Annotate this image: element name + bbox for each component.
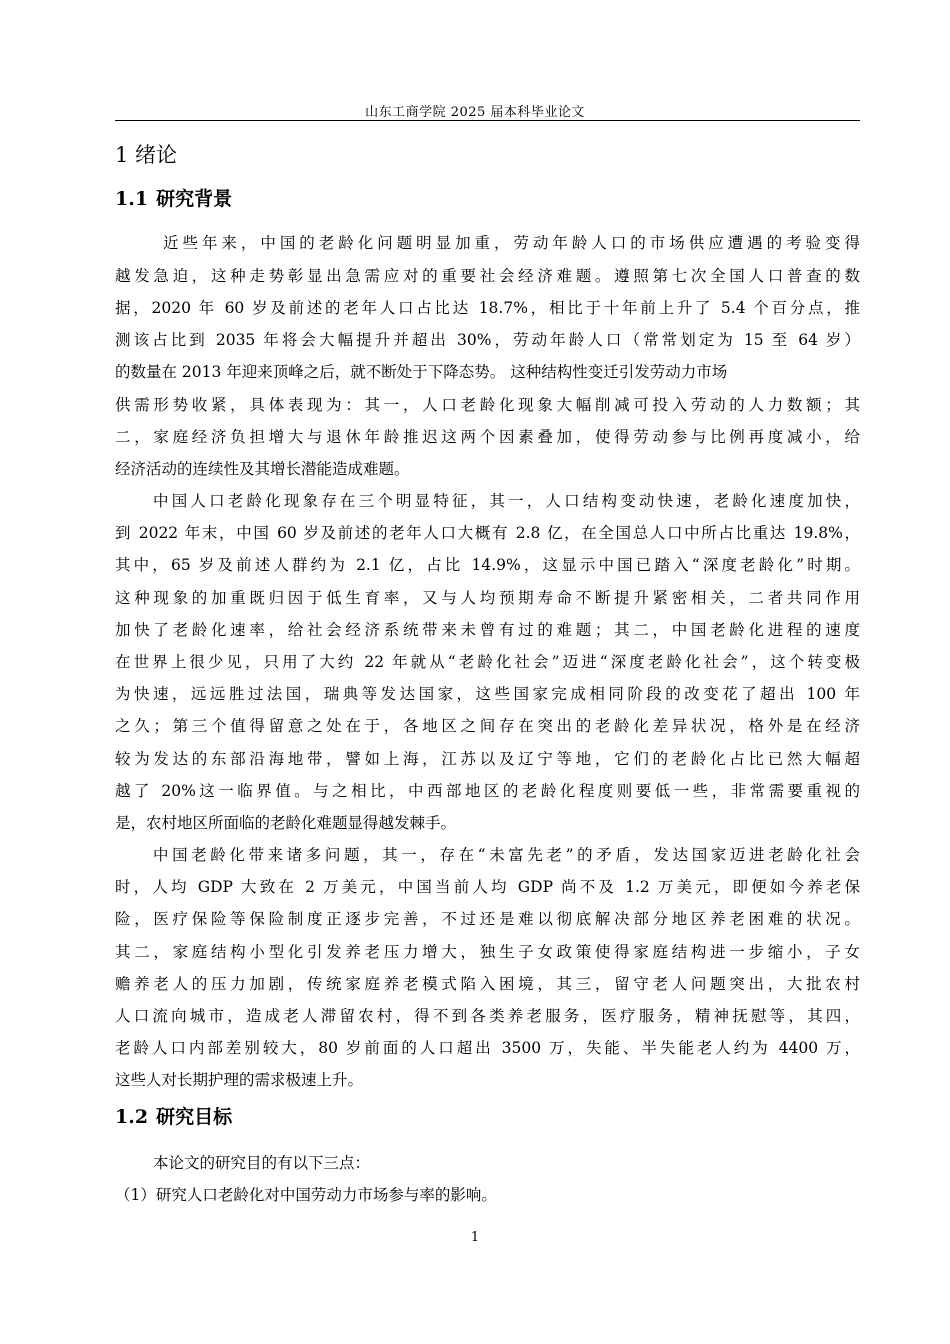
section-heading-1-1	[115, 186, 232, 212]
paragraph-3-line: 赡养老人的压力加剧，传统家庭养老模式陷入困境，其三，留守老人问题突出，大批农村	[115, 975, 860, 993]
paragraph-1-line: 近些年来，中国的老龄化问题明显加重，劳动年龄人口的市场供应遭遇的考验变得	[163, 234, 860, 252]
paragraph-1-line: 二，家庭经济负担增大与退休年龄推迟这两个因素叠加，使得劳动参与比例再度减小，给	[115, 428, 860, 446]
paragraph-4-line: 本论文的研究目的有以下三点：	[153, 1154, 371, 1172]
paragraph-2-line: 是，农村地区所面临的老龄化难题显得越发棘手。	[115, 814, 457, 832]
paragraph-2-line: 在世界上很少见，只用了大约 22 年就从“老龄化社会”迈进“深度老龄化社会”，这个转变极	[115, 653, 860, 671]
section-heading-1-2	[115, 1104, 232, 1130]
paragraph-3-line: 险，医疗保险等保险制度正逐步完善，不过还是难以彻底解决部分地区养老困难的状况。	[115, 910, 860, 928]
paragraph-2-line: 较为发达的东部沿海地带，譬如上海，江苏以及辽宁等地，它们的老龄化占比已然大幅超	[115, 750, 860, 768]
paragraph-1-line: 供需形势收紧，具体表现为：其一，人口老龄化现象大幅削减可投入劳动的人力数额；其	[115, 396, 860, 414]
paragraph-3-line: 人口流向城市，造成老人滞留农村，得不到各类养老服务，医疗服务，精神抚慰等，其四，	[115, 1007, 860, 1025]
header-rule	[115, 120, 860, 121]
paragraph-2-line: 越了 20%这一临界值。与之相比，中西部地区的老龄化程度则要低一些，非常需要重视的	[115, 782, 860, 800]
paragraph-2-line: 中国人口老龄化现象存在三个明显特征，其一，人口结构变动快速，老龄化速度加快，	[153, 492, 860, 510]
paragraph-2-line: 加快了老龄化速率，给社会经济系统带来未曾有过的难题；其二，中国老龄化进程的速度	[115, 621, 860, 639]
paragraph-3-line: 其二，家庭结构小型化引发养老压力增大，独生子女政策使得家庭结构进一步缩小，子女	[115, 943, 860, 961]
paragraph-2-line: 到 2022 年末，中国 60 岁及前述的老年人口大概有 2.8 亿，在全国总人口中所占比重达 19.8%，	[115, 524, 860, 542]
running-header: 山东工商学院 2025 届本科毕业论文	[365, 105, 585, 120]
chapter-title: 1 绪论	[115, 143, 178, 167]
list-item: （1）研究人口老龄化对中国劳动力市场参与率的影响。	[115, 1186, 497, 1204]
paragraph-1-line: 经济活动的连续性及其增长潜能造成难题。	[115, 460, 410, 478]
paragraph-2-line: 为快速，远远胜过法国，瑞典等发达国家，这些国家完成相同阶段的改变花了超出 100 年	[115, 685, 860, 703]
paragraph-1-line: 的数量在 2013 年迎来顶峰之后，就不断处于下降态势。 这种结构性变迁引发劳动力市场	[115, 363, 728, 381]
section-number: 1.1	[115, 188, 149, 210]
paragraph-2-line: 这种现象的加重既归因于低生育率，又与人均预期寿命不断提升紧密相关，二者共同作用	[115, 589, 860, 607]
section-number: 1.2	[115, 1106, 149, 1128]
paragraph-3-line: 时，人均 GDP 大致在 2 万美元，中国当前人均 GDP 尚不及 1.2 万美元，即便如今养老保	[115, 878, 860, 896]
page-number: 1	[470, 1230, 480, 1245]
paragraph-1-line: 据，2020 年 60 岁及前述的老年人口占比达 18.7%，相比于十年前上升了 5.4 个百分点，推	[115, 299, 860, 317]
section-title: 研究背景	[156, 188, 233, 210]
paragraph-2-line: 之久；第三个值得留意之处在于，各地区之间存在突出的老龄化差异状况，格外是在经济	[115, 717, 860, 735]
paragraph-3-line: 老龄人口内部差别较大，80 岁前面的人口超出 3500 万，失能、半失能老人约为 4400 万，	[115, 1039, 860, 1057]
paragraph-3-line: 这些人对长期护理的需求极速上升。	[115, 1071, 364, 1089]
paragraph-3-line: 中国老龄化带来诸多问题，其一，存在“未富先老”的矛盾，发达国家迈进老龄化社会	[153, 846, 860, 864]
paragraph-1-line: 越发急迫，这种走势彰显出急需应对的重要社会经济难题。遵照第七次全国人口普查的数	[115, 267, 860, 285]
paragraph-2-line: 其中，65 岁及前述人群约为 2.1 亿，占比 14.9%，这显示中国已踏入“深度老龄化”时期。	[115, 556, 860, 574]
paragraph-1-line: 测该占比到 2035 年将会大幅提升并超出 30%，劳动年龄人口（常常划定为 15 至 64 岁）	[115, 331, 860, 349]
section-title: 研究目标	[156, 1106, 233, 1128]
